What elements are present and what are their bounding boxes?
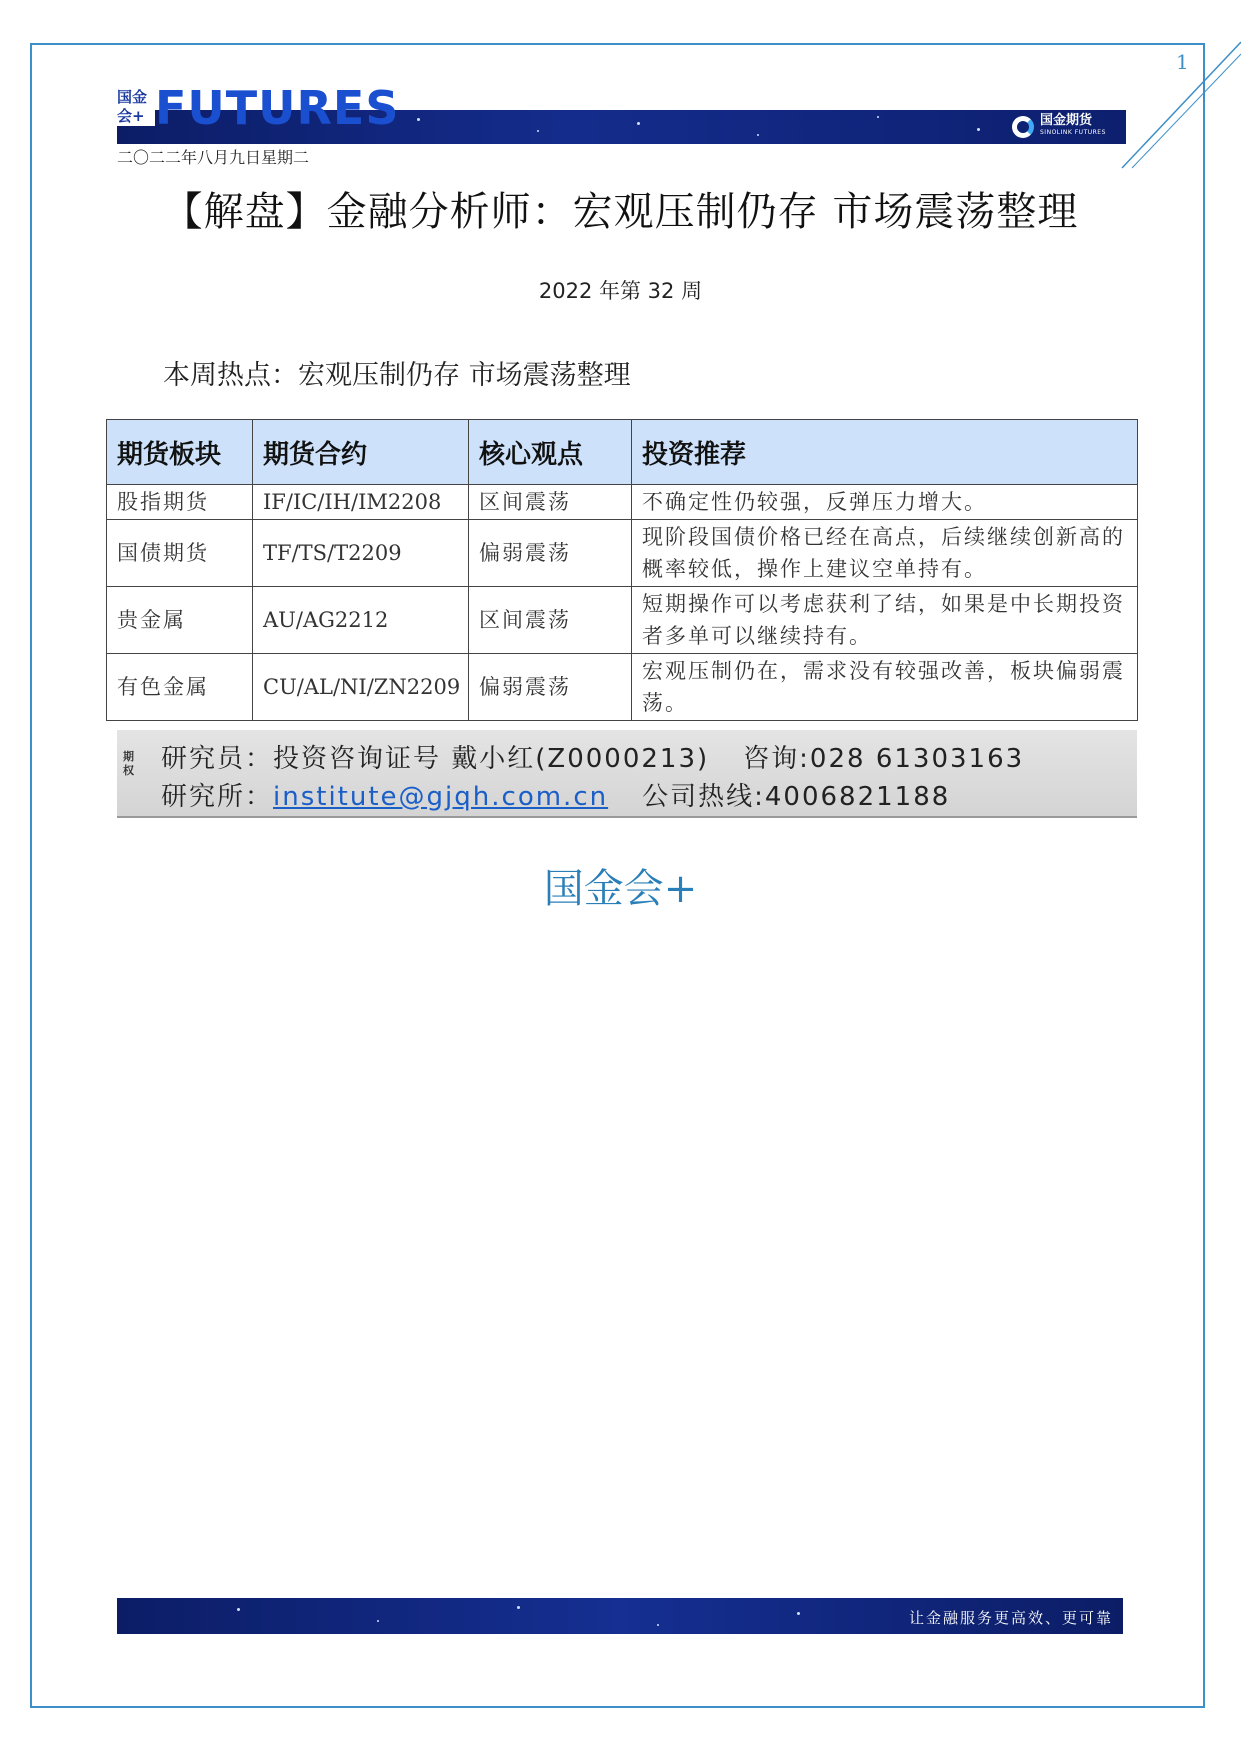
footer-banner	[117, 1598, 1123, 1634]
cell-advice: 短期操作可以考虑获利了结，如果是中长期投资者多单可以继续持有。	[632, 587, 1138, 654]
futures-table	[106, 419, 1138, 721]
cell-contract: CU/AL/NI/ZN2209	[253, 654, 469, 721]
cell-contract: IF/IC/IH/IM2208	[253, 485, 469, 520]
sinolink-logo-icon	[1012, 116, 1034, 138]
cell-view: 偏弱震荡	[469, 654, 632, 721]
cell-view: 区间震荡	[469, 485, 632, 520]
header-advice: 投资推荐	[632, 420, 1138, 485]
cell-view: 偏弱震荡	[469, 520, 632, 587]
brand-en: SINOLINK FUTURES	[1040, 129, 1106, 136]
contact-row-researcher	[161, 738, 1024, 775]
cell-advice: 不确定性仍较强，反弹压力增大。	[632, 485, 1138, 520]
cell-sector: 国债期货	[107, 520, 253, 587]
company-hotline: 公司热线:4006821188	[642, 782, 951, 812]
table-row	[107, 485, 1138, 520]
institute-email-link[interactable]: institute@gjqh.com.cn	[273, 782, 609, 812]
cell-sector: 有色金属	[107, 654, 253, 721]
table-header-row	[107, 420, 1138, 485]
institute-label: 研究所：	[161, 782, 274, 812]
contact-row-institute	[161, 776, 950, 813]
page-number: 1	[1176, 50, 1189, 74]
cell-advice: 宏观压制仍在，需求没有较强改善，板块偏弱震荡。	[632, 654, 1138, 721]
cell-contract: AU/AG2212	[253, 587, 469, 654]
hot-topic: 本周热点：宏观压制仍存 市场震荡整理	[163, 360, 631, 391]
researcher-label: 研究员：投资咨询证号 戴小红(Z0000213)	[161, 744, 710, 774]
footer-brand: 国金会+	[543, 866, 698, 912]
contact-box	[117, 730, 1137, 818]
cell-sector: 股指期货	[107, 485, 253, 520]
report-date: 二〇二二年八月九日星期二	[117, 148, 310, 167]
header-sector: 期货板块	[107, 420, 253, 485]
sinolink-brand	[1012, 114, 1106, 140]
table-row	[107, 520, 1138, 587]
page-title: 【解盘】金融分析师：宏观压制仍存 市场震荡整理	[162, 189, 1079, 235]
week-label: 2022 年第 32 周	[538, 279, 703, 303]
cell-view: 区间震荡	[469, 587, 632, 654]
footer-slogan: 让金融服务更高效、更可靠	[908, 1609, 1113, 1627]
consult-phone: 咨询:028 61303163	[743, 744, 1025, 774]
table-row	[107, 654, 1138, 721]
contact-tag: 期权	[123, 750, 134, 777]
header-contract: 期货合约	[253, 420, 469, 485]
table-row	[107, 587, 1138, 654]
brand-cn: 国金期货	[1040, 113, 1093, 128]
logo-futures: FUTURES	[155, 81, 400, 135]
cell-contract: TF/TS/T2209	[253, 520, 469, 587]
header-view: 核心观点	[469, 420, 632, 485]
logo-cn: 国金会+	[117, 88, 155, 126]
cell-sector: 贵金属	[107, 587, 253, 654]
cell-advice: 现阶段国债价格已经在高点，后续继续创新高的概率较低，操作上建议空单持有。	[632, 520, 1138, 587]
